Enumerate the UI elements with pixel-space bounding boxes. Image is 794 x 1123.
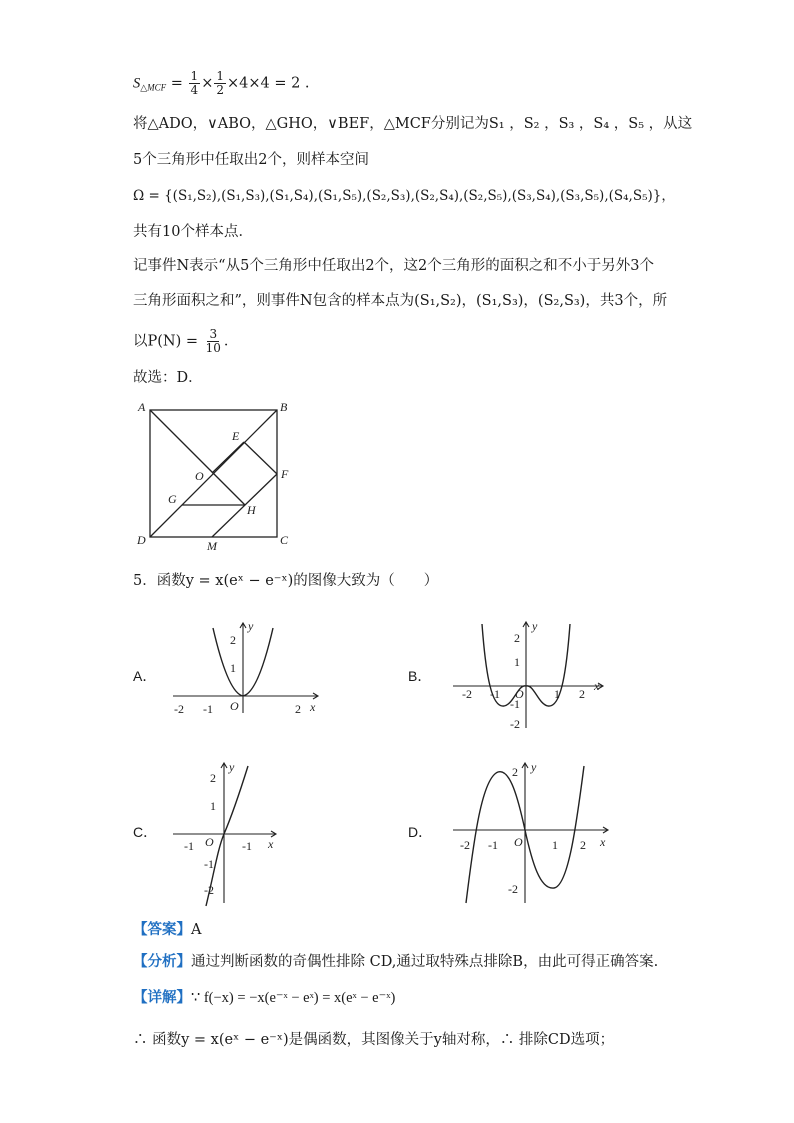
tick-x: -1 <box>203 702 213 716</box>
fraction-three-tenths: $\frac{3}{10}$ <box>205 327 221 355</box>
origin-label: O <box>230 699 239 713</box>
tick-y: 1 <box>230 661 236 675</box>
tick-x: -2 <box>460 838 470 852</box>
tick-y: 2 <box>512 765 518 779</box>
tick-x: -2 <box>462 687 472 701</box>
option-b-label[interactable]: B． <box>408 668 432 684</box>
text-line-9: 故选：D． <box>133 370 203 386</box>
area-subscript: △MCF <box>140 82 167 93</box>
option-c-label[interactable]: C． <box>133 824 158 840</box>
axis-label-x: x <box>310 700 316 714</box>
label-b: B <box>280 400 288 414</box>
analysis-line <box>133 952 658 972</box>
fraction-one-quarter: $\frac{1}{4}$ <box>190 69 199 97</box>
origin-label: O <box>515 687 524 701</box>
label-d: D <box>137 533 146 547</box>
origin-label: O <box>205 835 214 849</box>
segment-ef <box>244 442 277 474</box>
axis-label-y: y <box>532 619 538 633</box>
tick-x: 1 <box>554 687 560 701</box>
tick-x: -2 <box>174 702 184 716</box>
conclusion-line: ∴ 函数y = x(eˣ − e⁻ˣ)是偶函数，其图像关于y轴对称，∴ 排除CD选项； <box>133 1032 615 1048</box>
diagonal-ah <box>150 410 245 505</box>
probability-line: 以P(N) = $\frac{3}{10}$ ． <box>133 327 239 355</box>
label-f: F <box>281 467 289 481</box>
segment-oe <box>212 442 244 473</box>
tick-x: 2 <box>579 687 585 701</box>
tick-y: -2 <box>204 883 214 897</box>
label-m: M <box>207 539 217 553</box>
option-c-graph[interactable] <box>168 758 288 908</box>
text-line-7: 三角形面积之和”，则事件N包含的样本点为(S₁,S₂)，(S₁,S₃)，(S₂,S₃)，共3个，所 <box>133 293 668 309</box>
option-d-label[interactable]: D． <box>408 824 433 840</box>
tick-x: 2 <box>580 838 586 852</box>
label-e: E <box>232 429 240 443</box>
analysis-text: 通过判断函数的奇偶性排除 CD,通过取特殊点排除B，由此可得正确答案. <box>191 954 659 970</box>
tick-y: -1 <box>204 857 214 871</box>
axis-label-y: y <box>229 760 235 774</box>
label-h: H <box>247 503 256 517</box>
detail-tag: 【详解】 <box>133 989 191 1006</box>
option-a-label[interactable]: A． <box>133 668 157 684</box>
answer-value: A <box>191 922 202 938</box>
answer-tag: 【答案】 <box>133 921 191 938</box>
tick-x: -1 <box>184 839 194 853</box>
axis-label-y: y <box>531 760 537 774</box>
tick-x: -1 <box>242 839 252 853</box>
option-d-graph[interactable] <box>448 758 618 908</box>
detail-line <box>133 988 395 1008</box>
tick-y: 2 <box>514 631 520 645</box>
detail-text: ∵ f(−x) = −x(e⁻ˣ − eˣ) = x(eˣ − e⁻ˣ) <box>191 990 396 1006</box>
label-c: C <box>280 533 289 547</box>
area-formula: $S_{\triangle MCF}$ = $\frac{1}{4}$ × $\frac{1}{2}$ ×4×4 = 2 . <box>133 69 310 97</box>
axis-label-x: x <box>600 835 606 849</box>
question-5: 5．函数y = x(eˣ − e⁻ˣ)的图像大致为（ ） <box>133 573 439 589</box>
label-a: A <box>138 400 146 414</box>
tick-y: 2 <box>230 633 236 647</box>
tick-y: -1 <box>510 697 520 711</box>
axis-label-y: y <box>248 619 254 633</box>
sample-space: Ω = {(S₁,S₂),(S₁,S₃),(S₁,S₄),(S₁,S₅),(S₂,S₃),(S₂,S₄),(S₂,S₅),(S₃,S₄),(S₃,S₅),(S₄,S₅)}， <box>133 188 675 204</box>
tick-y: 1 <box>514 655 520 669</box>
tick-x: 1 <box>552 838 558 852</box>
axis-label-x: x <box>594 679 600 693</box>
tick-x: -1 <box>488 838 498 852</box>
text-line-5: 共有10个样本点． <box>133 224 253 240</box>
option-a-graph[interactable] <box>168 618 328 718</box>
text-line-2: 将△ADO，∨ABO，△GHO，∨BEF，△MCF分别记为S₁ ，S₂ ，S₃ ，S₄ ，S₅ ，从这 <box>133 116 693 132</box>
text-line-6: 记事件N表示“从5个三角形中任取出2个，这2个三角形的面积之和不小于另外3个 <box>133 258 654 274</box>
tick-x: 2 <box>295 702 301 716</box>
answer-line <box>133 920 201 940</box>
square-figure <box>130 398 300 558</box>
label-g: G <box>168 492 177 506</box>
text-line-3: 5个三角形中任取出2个，则样本空间 <box>133 152 369 168</box>
tick-y: -2 <box>508 882 518 896</box>
fraction-one-half: $\frac{1}{2}$ <box>216 69 224 97</box>
label-o: O <box>195 469 204 483</box>
origin-label: O <box>514 835 523 849</box>
option-b-graph[interactable] <box>448 618 613 733</box>
tick-y: 2 <box>210 771 216 785</box>
tick-x: -1 <box>490 687 500 701</box>
analysis-tag: 【分析】 <box>133 953 191 970</box>
axis-label-x: x <box>268 837 274 851</box>
tick-y: -2 <box>510 717 520 731</box>
tick-y: 1 <box>210 799 216 813</box>
